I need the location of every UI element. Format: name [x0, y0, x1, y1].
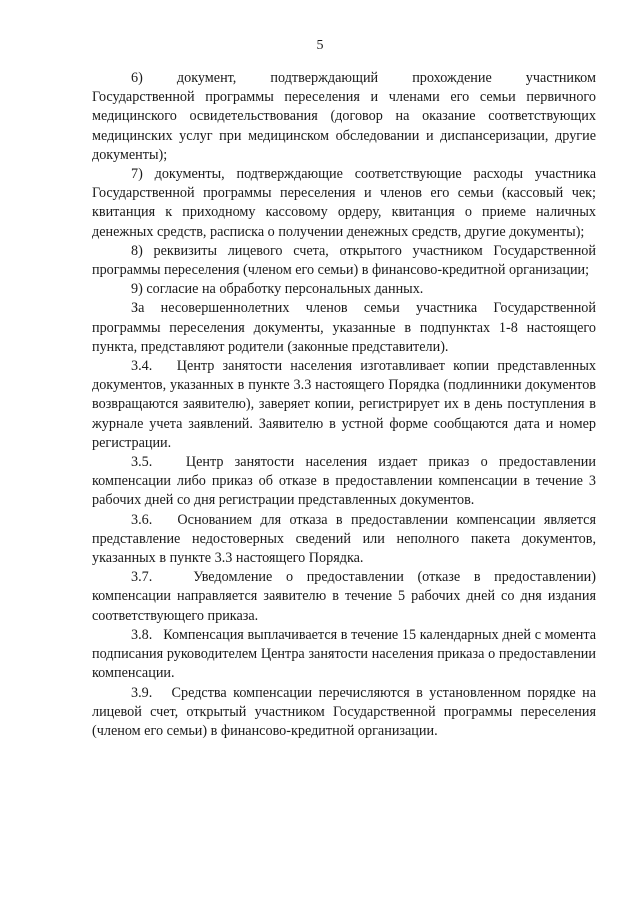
- page-number: 5: [316, 38, 324, 53]
- paragraph-minors: За несовершеннолетних членов семьи участника Государственной программы переселения документы, указанные в подпунктах 1-8 настоящего пункта, представляют родители (законные представители).: [92, 300, 596, 355]
- paragraph-3-4: 3.4. Центр занятости населения изготавливает копии представленных документов, указанных в пункте 3.3 настоящего Порядка (подлинники документов возвращаются заявителю), заверяет копии, регистрирует их в день поступления в журнале учета заявлений. Заявителю в устной форме сообщаются дата и номер регистрации.: [92, 358, 596, 451]
- paragraph-3-8: 3.8. Компенсация выплачивается в течение 15 календарных дней с момента подписания руководителем Центра занятости населения приказа о предоставлении компенсации.: [92, 626, 596, 682]
- paragraph-3-7: 3.7. Уведомление о предоставлении (отказе в предоставлении) компенсации направляется заявителю в течение 5 рабочих дней со дня издания соответствующего приказа.: [92, 569, 596, 624]
- paragraph-item-9: 9) согласие на обработку персональных данных.: [131, 281, 424, 298]
- paragraph-item-6: 6) документ, подтверждающий прохождение участником Государственной программы переселения и членами его семьи первичного медицинского освидетельствования (договор на оказание соответствующих медицинских услуг при медицинском обследовании и диспансеризации, другие документы);: [92, 70, 596, 163]
- paragraph-3-6: 3.6. Основанием для отказа в предоставлении компенсации является представление недостоверных сведений или неполного пакета документов, указанных в пункте 3.3 настоящего Порядка.: [92, 511, 596, 567]
- paragraph-item-8: 8) реквизиты лицевого счета, открытого участником Государственной программы переселения (членом его семьи) в финансово-кредитной организации;: [92, 242, 596, 279]
- paragraph-3-5: 3.5. Центр занятости населения издает приказ о предоставлении компенсации либо приказ об отказе в предоставлении компенсации в течение 3 рабочих дней со дня регистрации представленных документов.: [92, 454, 596, 509]
- paragraph-3-9: 3.9. Средства компенсации перечисляются в установленном порядке на лицевой счет, открытый участником Государственной программы переселения (членом его семьи) в финансово-кредитной организации.: [92, 684, 596, 739]
- document-body: [92, 69, 596, 741]
- paragraph-item-7: 7) документы, подтверждающие соответствующие расходы участника Государственной программы переселения и членов его семьи (кассовый чек; квитанция к приходному кассовому ордеру, квитанция о приеме наличных денежных средств, расписка о получении денежных средств, другие документы);: [92, 166, 596, 240]
